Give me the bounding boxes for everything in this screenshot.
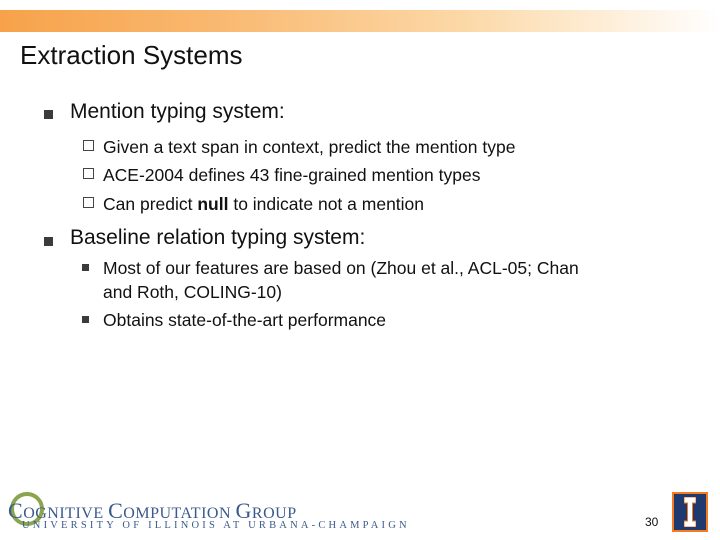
ccg-logo-text: COGNITIVE COMPUTATION GROUP <box>8 498 297 523</box>
sub-bullet-text: Most of our features are based on (Zhou et al., ACL-05; Chan <box>103 258 579 278</box>
bullet-mention-typing: Mention typing system: <box>70 100 285 123</box>
bullet-square-icon <box>44 110 53 119</box>
block-i-icon <box>684 497 696 527</box>
page-number: 30 <box>645 515 659 529</box>
sub-bullet-text: Obtains state-of-the-art performance <box>103 310 387 330</box>
sub-bullet-text: ACE-2004 defines 43 fine-grained mention types <box>103 165 481 185</box>
bullet-square-icon <box>82 264 89 271</box>
sub-bullet-text-continuation: and Roth, COLING-10) <box>103 282 282 302</box>
header-gradient-band <box>0 10 720 32</box>
university-subtitle: UNIVERSITY OF ILLINOIS AT URBANA-CHAMPAIGN <box>22 520 410 531</box>
sub-bullet-text: Given a text span in context, predict the mention type <box>103 137 516 157</box>
checkbox-bullet-icon <box>83 140 94 151</box>
slide-title: Extraction Systems <box>20 40 243 70</box>
sub-bullet-text: Can predict null to indicate not a mention <box>103 194 425 214</box>
bullet-relation-typing: Baseline relation typing system: <box>70 226 366 249</box>
null-keyword: null <box>197 194 229 214</box>
checkbox-bullet-icon <box>83 168 94 179</box>
checkbox-bullet-icon <box>83 197 94 208</box>
bullet-square-icon <box>82 316 89 323</box>
bullet-square-icon <box>44 237 53 246</box>
